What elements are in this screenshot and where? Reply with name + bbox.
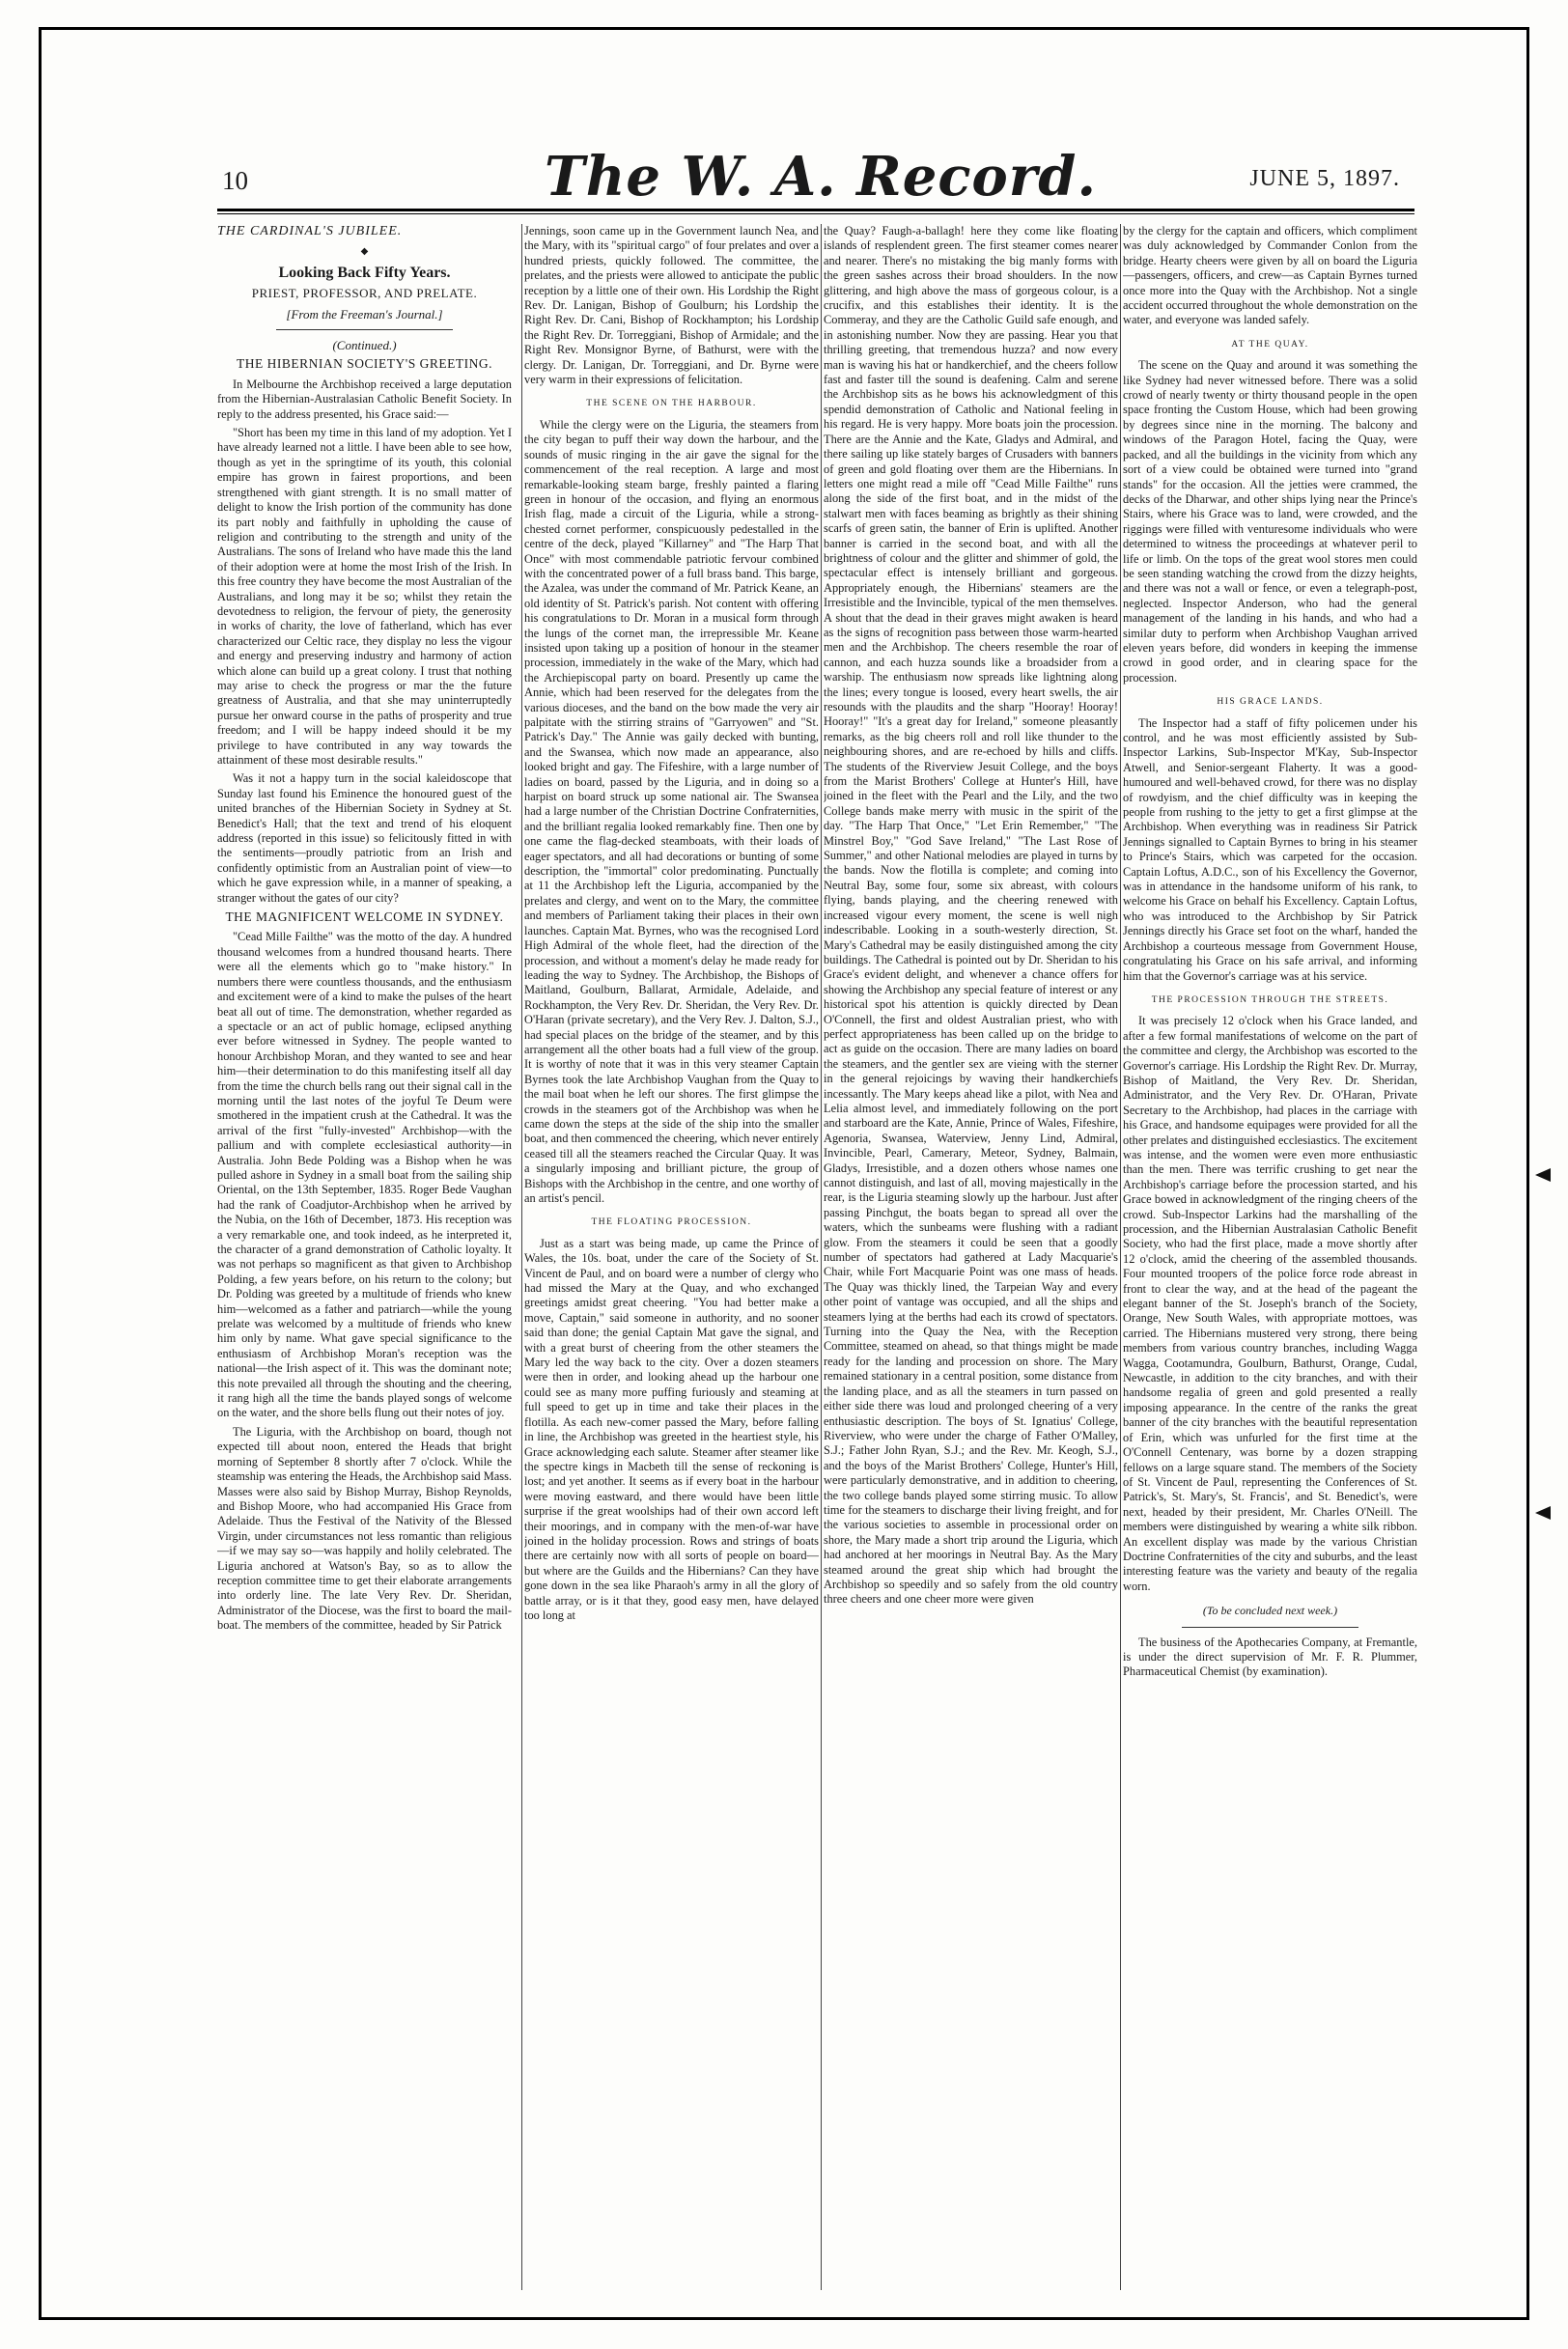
article-subhead: PRIEST, PROFESSOR, AND PRELATE. bbox=[251, 286, 478, 301]
paragraph: The scene on the Quay and around it was something the like Sydney had never witnessed before. There was a solid crowd of nearly twenty or thirty thousand people in the open space fronting the Custom House, which had been growing by degrees since nine in the morning. The balcony and windows of the Paragon Hotel, facing the Quay, were packed, and all the buildings in the vicinity from which any sort of a view could be obtained were turned into "grand stands" for the occasion. All the jetties were crammed, the decks of the Dharwar, and other ships lying near the Prince's Stairs, where his Grace was to land, were crowded, and the riggings were filled with venturesome individuals who were determined to witness the proceedings at whatever peril to life or limb. On the tops of the great wool stores men could be seen standing watching the crowd from the dizzy heights, and there was not a wall or fence, or even a telegraph-post, neglected. Inspector Anderson, who had the general management of the landing in his hands, and who had a similar duty to perform when Archbishop Vaughan arrived eleven years before, did wonders in keeping the immense crowd in good order, and in clearing space for the procession. bbox=[1123, 358, 1417, 685]
section-heading: AT THE QUAY. bbox=[1231, 339, 1309, 350]
column-1 bbox=[217, 224, 512, 2295]
paragraph: the Quay? Faugh-a-ballagh! here they come like floating islands of resplendent green. The first steamer comes nearer and nearer. There's no mistaking the big manly forms with the green sashes across their broad shoulders. In the now glittering, and high above the mass of gorgeous colour, is a crucifix, and this establishes their identity. It is the Commeray, and they are the Catholic Guild safe enough, and in astonishing number. Now they are passing. Hear you that thrilling greeting, that tremendous huzza? and now every man is waving his hat or handkerchief, and the cheers follow fast and faster till the sound is deafening. Calm and serene the Archbishop sits as he bows his acknowledgment of this spendid demonstration of Catholic and National feeling in his regard. He is very happy. More boats join the procession. There are the Annie and the Kate, Gladys and Admiral, and there sailing up like stately barges of Crusaders with banners of green and gold floating over them are the Hibernians. In letters one might read a mile off "Cead Mille Failthe" runs along the side of the first boat, and in the midst of the stalwart men with faces beaming as brightly as their shining scarfs of green satin, the banner of Erin is uplifted. Another banner is carried in the second boat, and with all the brightness of colour and the glitter and shimmer of gold, the spectacular effect is intensely brilliant and gorgeous. Appropriately enough, the Hibernians' steamers are the Irresistible and the Invincible, typical of the men themselves. A shout that the dead in their graves might awaken is heard as the signs of recognition pass between those warm-hearted men and the Archbishop. The cheers resemble the roar of cannon, and each huzza sounds like a broadsider from a warship. The enthusiasm now spreads like lightning along the lines; every tongue is loosed, every heart swells, the air resounds with the plaudits and the sharp "Hooray! Hooray! Hooray!" "It's a great day for Ireland," someone pleasantly remarks, as the big cheers roll and roll like thunder to the neighbouring shores, and are re-echoed by hills and cliffs. The students of the Riverview Jesuit College, and the boys from the Marist Brothers' College at Hunter's Hill, have joined in the fleet with the Pearl and the Lily, and the two College bands make merry with music in the spirit of the day. "The Harp That Once," "Let Erin Remember," "The Minstrel Boy," "God Save Ireland," "The Last Rose of Summer," and other National melodies are played in turns by the bands. Now the flotilla is complete; and coming into Neutral Bay, some four, some six abreast, with colours flying, bands playing, and the cheering renewed with increased vigour every moment, the scene is well nigh indescribable. Looking in a south-westerly direction, St. Mary's Cathedral may be easily distinguished among the city buildings. The Cathedral is pointed out by Dr. Sheridan to his Grace's evident delight, and whenever a chance offers for showing the Archbishop any special feature of interest or any historical spot his attention is quickly directed by Dean O'Connell, the first and oldest Australian priest, who with perfect appropriateness has been called up on the bridge to act as guide on the occasion. There are many ladies on board the steamers, and the gentler sex are vieing with the sterner in the general rejoicings by waving their handkerchiefs incessantly. The Mary keeps ahead like a pilot, with Nea and Lelia almost level, and immediately following on the port and starboard are the Kate, Annie, Prince of Wales, Fifeshire, Agenoria, Swansea, Waterview, Jenny Lind, Admiral, Invincible, Pearl, Camerary, Meteor, Sydney, Balmain, Gladys, Irresistible, and a dozen others whose names one cannot distinguish, and last of all, moving majestically in the rear, is the Liguria steaming slowly up the harbour. Just after passing Pinchgut, the boats began to spread all over the waters, which the sunbeams were flushing with a radiant glow. From the steamers it could be seen that a goodly number of spectators had gathered at Lady Macquarie's Chair, while Fort Macquarie Point was one mass of heads. The Quay was thickly lined, the Tarpeian Way and every other point of vantage was occupied, and all the ships and steamers lying at the berths had each its crowd of spectators. Turning into the Quay the Nea, with the Reception Committee, steamed on ahead, so that things might be made ready for the landing and procession on shore. The Mary remained stationary in a central position, some distance from the landing place, and as all the steamers in turn passed on either side there was loud and prolonged cheering of a very enthusiastic description. The boys of St. Ignatius' College, Riverview, who were under the charge of Father O'Malley, S.J.; Father John Ryan, S.J.; and the Rev. Mr. Keogh, S.J., and the boys of the Marist Brothers' College, Hunter's Hill, were particularly demonstrative, and in addition to cheering, the two college bands played some stirring music. To allow time for the steamers to discharge their living freight, and for the various societies to assemble in processional order on shore, the Mary made a short trip around the Liguria, which had anchored at her moorings in Neutral Bay. As the Mary steamed around the great ship which had brought the Archbishop so speedily and so safely from the old country three cheers and one cheer more were given bbox=[824, 224, 1118, 1607]
frame-right bbox=[1526, 27, 1529, 2320]
margin-mark-icon bbox=[1535, 1168, 1551, 1182]
notice-paragraph: The business of the Apothecaries Company, at Fremantle, is under the direct supervision of Mr. F. R. Plummer, Pharmaceutical Chemist (by examination). bbox=[1123, 1635, 1417, 1679]
section-heading: THE PROCESSION THROUGH THE STREETS. bbox=[1151, 994, 1389, 1005]
paragraph: While the clergy were on the Liguria, the steamers from the city began to puff their way down the harbour, and the sounds of music ringing in the air gave the signal for the commencement of the real reception. A large and most remarkable-looking steam barge, freshly painted a flaring green in honour of the occasion, and flying an enormous Irish flag, made a circuit of the Liguria, while a strong-chested cornet performer, conspicuously pedestalled in the centre of the deck, played "Killarney" and "The Harp That Once" with most commendable patriotic fervour combined with the concentrated power of a full brass band. This barge, the Azalea, was under the command of Mr. Patrick Keane, an old identity of St. Patrick's parish. Not content with offering his congratulations to Dr. Moran in a musical form through the lungs of the cornet man, the irrepressible Mr. Keane insisted upon taking up a position of honour in the steamer procession, immediately in the wake of the Mary, which had the Archiepiscopal party on board. Presently up came the Annie, which had been reserved for the delegates from the various dioceses, and the band on the bow made the very air palpitate with the stirring strains of "Garryowen" and "St. Patrick's Day." The Annie was gaily decked with bunting, and the Swansea, which now made an appearance, also looked bright and gay. The Fifeshire, with a large number of ladies on board, passed by the Liguria, and in doing so a harpist on board struck up some national air. The Swansea had a large number of the Christian Doctrine Confraternities, and the brilliant regalia looked remarkably fine. Then one by one came the flag-decked steamboats, with their loads of eager spectators, and all had decorations or bunting of some description, the "immortal" color predominating. Punctually at 11 the Archbishop left the Liguria, accompanied by the prelates and clergy, and went on to the Mary, the committee and members of Parliament taking their places in their own launches. Captain Mat. Byrnes, who was the recognised Lord High Admiral of the whole fleet, had the direction of the procession, and without a moment's delay he made ready for leading the way to Sydney. The Archbishop, the Bishops of Maitland, Goulburn, Ballarat, Armidale, Adelaide, and Rockhampton, the Very Rev. Dr. Sheridan, the Very Rev. Dr. O'Haran (private secretary), and the Very Rev. J. Dalton, S.J., had special places on the bridge of the steamer, and by this arrangement all the other boats had a full view of the group. It is worthy of note that it was in this very steamer Captain Byrnes took the late Archbishop Vaughan from the Quay to the mail boat when he left our shores. The first glimpse the crowds in the steamers got of the Archbishop was when he came down the steps at the side of the ship into the smaller boat, and then commenced the cheering, which never entirely ceased till all the steamers reached the Circular Quay. It was a singularly imposing and brilliant picture, the group of Bishops with the Archbishop in the centre, and one worthy of an artist's pencil. bbox=[524, 417, 819, 1205]
issue-date: JUNE 5, 1897. bbox=[1249, 166, 1400, 191]
column-rule-2 bbox=[821, 224, 822, 2290]
paragraph: Was it not a happy turn in the social kaleidoscope that Sunday last found his Eminence the honoured guest of the united branches of the Hibernian Society in Sydney at St. Benedict's Hall; that the text and trend of his eloquent address (reported in this issue) so felicitously fitted in with the sentiments—proudly patriotic from an Irish and confidently optimistic from an Australian point of view—to which he gave expression while, in a manner of speaking, a stranger without the gates of our city? bbox=[217, 771, 512, 905]
continued-label: (Continued.) bbox=[332, 338, 397, 353]
column-3 bbox=[824, 224, 1118, 2295]
section-heading: THE MAGNIFICENT WELCOME IN SYDNEY. bbox=[225, 909, 504, 925]
paragraph: Just as a start was being made, up came the Prince of Wales, the 10s. boat, under the care of the Society of St. Vincent de Paul, and on board were a number of clergy who had missed the Mary at the Quay, and who exchanged greetings amidst great cheering. "You had better make a move, Captain," said someone in authority, and no sooner said than done; the genial Captain Mat gave the signal, and with a great burst of cheering from the other steamers the Mary led the way back to the city. Over a dozen steamers were then in order, and looking ahead up the harbour one could see as many more puffing furiously and steaming at full speed to get up in time and take their places in the flotilla. As each new-comer passed the Mary, before falling in line, the Archbishop was greeted in the heartiest style, his Grace acknowledging each salute. Steamer after steamer like the spectre kings in Macbeth till the sense of reckoning is lost; and yet another. It seems as if every boat in the harbour were moving eastward, and there would have been little surprise if the great woolships had of their own accord left their moorings, and in company with the men-of-war have joined in the holiday procession. Rows and strings of boats there are certainly now with all sorts of people on board—but where are the Guilds and the Hibernians? Can they have gone down in the sea like Pharaoh's army in all the glory of battle array, or is it that they, good easy men, have delayed too long at bbox=[524, 1236, 819, 1622]
paragraph: The Inspector had a staff of fifty policemen under his control, and he was most efficiently assisted by Sub-Inspector Larkins, Sub-Inspector M'Kay, Sub-Inspector Atwell, and Senior-sergeant Flaherty. It was a good-humoured and well-behaved crowd, for there was no display of rowdyism, and the chief difficulty was in keeping the people from rushing to the jetty to get a first glimpse at the Archbishop. When everything was in readiness Sir Patrick Jennings signalled to Captain Byrnes to bring in his steamer to Prince's Stairs, which was carpeted for the occasion. Captain Loftus, A.D.C., son of his Excellency the Governor, was in attendance in the handsome uniform of his rank, to welcome his Grace on behalf his Excellency. Captain Loftus, who was introduced to the Archbishop by Sir Patrick Jennings directly his Grace set foot on the wharf, handed the Archbishop a courteous message from Government House, congratulating his Grace on his safe arrival, and informing him that the Governor's carriage was at his service. bbox=[1123, 715, 1417, 983]
column-2 bbox=[524, 224, 819, 2295]
divider bbox=[276, 329, 453, 330]
ornament-diamond-icon: ◆ bbox=[360, 246, 369, 258]
column-rule-3 bbox=[1120, 224, 1121, 2290]
frame-left bbox=[39, 27, 42, 2320]
paragraph: The Liguria, with the Archbishop on board, though not expected till about noon, entered the Heads that bright morning of September 8 shortly after 7 o'clock. While the steamship was entering the Heads, the Archbishop said Mass. Masses were also said by Bishop Murray, Bishop Reynolds, and Bishop Moore, who had accompanied His Grace from Adelaide. Thus the Festival of the Nativity of the Blessed Virgin, under circumstances not less romantic than religious—if we may say so—was happily and holily celebrated. The Liguria anchored at Watson's Bay, so as to allow the reception committee time to get their elaborate arrangements into orderly line. The late Very Rev. Dr. Sheridan, Administrator of the Diocese, was the first to board the mail-boat. The members of the committee, headed by Sir Patrick bbox=[217, 1424, 512, 1633]
paragraph: In Melbourne the Archbishop received a large deputation from the Hibernian-Australasian Catholic Benefit Society. In reply to the address presented, his Grace said:— bbox=[217, 377, 512, 421]
paragraph: by the clergy for the captain and officers, which compliment was duly acknowledged by Commander Conlon from the bridge. Hearty cheers were given by all on board the Liguria—passengers, officers, and crew—as Captain Byrnes turned once more into the Quay with the Archbishop. Not a single accident occurred throughout the whole demonstration on the water, and everyone was landed safely. bbox=[1123, 224, 1417, 327]
section-heading: HIS GRACE LANDS. bbox=[1217, 697, 1324, 708]
column-rule-1 bbox=[521, 224, 522, 2290]
article-headline: Looking Back Fifty Years. bbox=[278, 264, 451, 281]
continued-next-label: (To be concluded next week.) bbox=[1202, 1604, 1338, 1618]
paragraph: "Cead Mille Failthe" was the motto of the day. A hundred thousand welcomes from a hundred thousand hearts. There were all the elements which go to "make history." In numbers there were countless thousands, and the enthusiasm and excitement were of a kind to make the pulses of the heart beat all out of time. The demonstration, whether regarded as a spectacle or an act of public homage, eclipsed anything ever before witnessed in Sydney. The people wanted to honour Archbishop Moran, and they wanted to see and hear him—their determination to do this manifesting itself all day from the time the church bells rang out their signal call in the morning until the last notes of the joyful Te Deum were smothered in the impatient crush at the Cathedral. It was the arrival of the first "fully-invested" Archbishop—with the pallium and with complete ecclesiastical authority—in Australia. John Bede Polding was a Bishop when he was pulled ashore in Sydney in a small boat from the sailing ship Oriental, on the 13th September, 1835. Roger Bede Vaughan had the rank of Coadjutor-Archbishop when he arrived by the Nubia, on the 16th of December, 1873. His reception was a very remarkable one, and took indeed, as he interpreted it, the character of a grand demonstration of Catholic loyalty. It was not perhaps so magnificent as that given to Archbishop Polding, a few years before, on his return to the colony; but Dr. Polding was greeted by a multitude of friends who knew him—welcomed as a father and patriarch—while the young prelate was welcomed by a multitude of friends who knew him only by name. What gave special significance to the enthusiasm of Archbishop Moran's reception was the national—the Irish aspect of it. This was the dominant note; this note prevailed all through the shouting and the cheering, it rang high all the time the bands played songs of welcome on the water, and the shore bells flung out their notes of joy. bbox=[217, 930, 512, 1420]
newspaper-title: The W. A. Record. bbox=[545, 145, 1097, 209]
paragraph: Jennings, soon came up in the Government launch Nea, and the Mary, with its "spiritual cargo" of four prelates and over a hundred priests, quickly followed. The committee, the prelates, and the priests were allowed to anticipate the public reception by a little one of their own. His Lordship the Right Rev. Dr. Lanigan, Bishop of Goulburn; his Lordship the Right Rev. Dr. Cani, Bishop of Rockhampton; his Lordship the Right Rev. Dr. Torreggiani, Bishop of Armidale; and the Right Rev. Monsignor Byrne, of Bathurst, were with the clergy. Dr. Lanigan, Dr. Torreggiani, and Dr. Byrne were very warm in their expressions of felicitation. bbox=[524, 224, 819, 387]
article-source: [From the Freeman's Journal.] bbox=[286, 306, 443, 322]
page-number: 10 bbox=[222, 166, 248, 195]
margin-mark-icon bbox=[1535, 1506, 1551, 1520]
masthead bbox=[203, 145, 1410, 209]
paragraph: It was precisely 12 o'clock when his Grace landed, and after a few formal manifestations of welcome on the part of the committee and clergy, the Archbishop was escorted to the Governor's carriage. His Lordship the Right Rev. Dr. Murray, Bishop of Maitland, the Very Rev. Dr. Sheridan, Administrator, and the Very Rev. Dr. O'Haran, Private Secretary to the Archbishop, had places in the carriage with his Grace, and handsome equipages were provided for all the other prelates and distinguished ecclesiastics. The excitement was intense, and the women were even more enthusiastic than the men. There was terrific crushing to get near the Archbishop's carriage before the procession started, and his Grace bowed in acknowledgment of the ringing cheers of the crowd. Sub-Inspector Larkins had the marshalling of the procession, and the Hibernian Australasian Catholic Benefit Society, who had the first place, made a move shortly after 12 o'clock, amid the cheering of the assembled thousands. Four mounted troopers of the police force rode abreast in front to clear the way, and at the head of the pageant the elegant banner of the St. Joseph's branch of the Society, Orange, New South Wales, with appropriate mottoes, was carried. The Hibernians mustered very strong, there being members from various country branches, including Wagga Wagga, Cootamundra, Goulburn, Bathurst, Orange, Cudal, Newcastle, in addition to the city branches, and with their handsome regalia of green and gold presented a really imposing appearance. In the centre of the ranks the great banner of the city branches with the beautiful representation of Erin, which was unfurled for the first time at the O'Connell Centenary, was borne by a dozen strapping fellows on a large square stand. The members of the Society of St. Vincent de Paul, representing the Conferences of St. Patrick's, St. Mary's, St. Francis', and St. Benedict's, were next, headed by their president, Mr. Charles O'Neill. The members were distinguished by wearing a white silk ribbon. An excellent display was made by the various Christian Doctrine Confraternities of the city and suburbs, and the least interesting feature was the variety and beauty of the regalia worn. bbox=[1123, 1014, 1417, 1593]
divider bbox=[1182, 1627, 1358, 1628]
frame-bottom bbox=[39, 2317, 1529, 2320]
section-heading: THE FLOATING PROCESSION. bbox=[591, 1217, 752, 1228]
section-heading: THE SCENE ON THE HARBOUR. bbox=[586, 399, 757, 409]
section-heading: THE HIBERNIAN SOCIETY'S GREETING. bbox=[237, 356, 492, 372]
series-title: THE CARDINAL'S JUBILEE. bbox=[217, 224, 403, 238]
paragraph: "Short has been my time in this land of my adoption. Yet I have already learned not a little. I have been able to see how, though as yet in the springtime of its youth, this colonial empire has grown in fairest proportions, and been strengthened with giant strength. It is no small matter of delight to know the Irish portion of the community has done its part nobly and faithfully in upholding the cause of religion and contributing to the strength and unity of the Australians. The sons of Ireland who have made this the land of their adoption were at home the most Irish of the Irish. In this free country they have become the most Australian of the Australians, and long may it be so; whilst they retain the devotedness to religion, the fervour of piety, the generosity in works of charity, the love of fatherland, which has ever characterized our Celtic race, they display no less the vigour and energy and preserving industry and harmony of action which alone can build up a great colony. I trust that nothing may arise to check the progress or mar the the future greatness of Australia, and that she may uninterruptedly pursue her onward course in the paths of prosperity and true freedom; and I will be happy indeed should it be my privilege to have contributed in any way towards the attainment of these most desirable results." bbox=[217, 426, 512, 767]
masthead-rule-thin bbox=[217, 213, 1414, 214]
column-4 bbox=[1123, 224, 1417, 2295]
masthead-rule bbox=[217, 209, 1414, 211]
frame-top bbox=[39, 27, 1529, 30]
